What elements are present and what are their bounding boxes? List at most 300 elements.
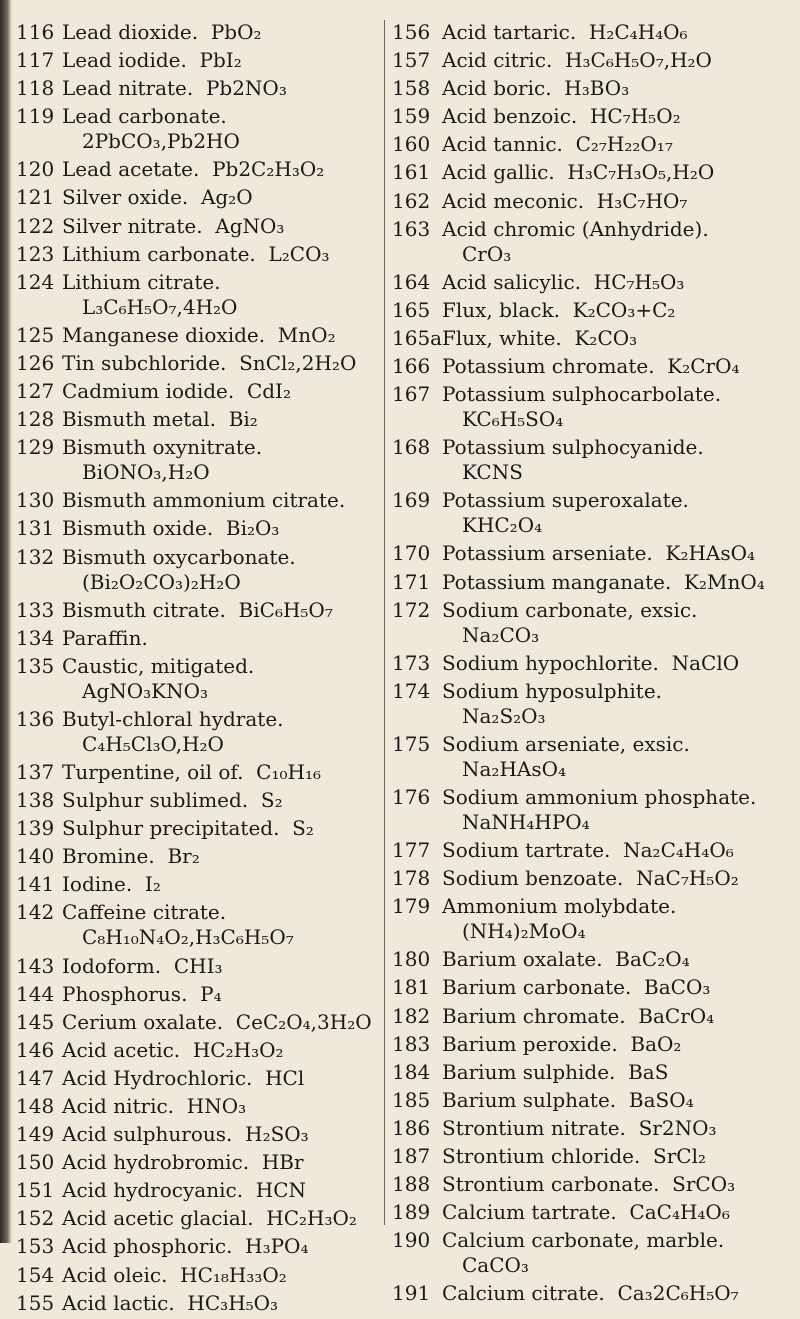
entry-text: [442, 651, 792, 676]
entry-text: [62, 379, 384, 404]
entry-name: Calcium carbonate, marble.: [442, 1228, 725, 1253]
left-column: [16, 20, 384, 1319]
entry-number: 132: [16, 544, 55, 569]
list-item: [16, 379, 384, 404]
entry-number: 170: [392, 541, 431, 566]
entry-number: 159: [392, 104, 431, 129]
list-item: [16, 1150, 384, 1175]
entry-text: [62, 1263, 384, 1288]
list-item: [16, 270, 384, 320]
entry-text: [62, 1206, 384, 1231]
entry-text: [62, 788, 384, 813]
entry-number: 130: [16, 488, 55, 513]
entry-text: [62, 270, 384, 320]
list-item: [16, 1066, 384, 1091]
entry-number: 143: [16, 953, 55, 978]
entry-number: 140: [16, 844, 55, 869]
entry-text: [442, 326, 792, 351]
entry-number: 182: [392, 1003, 431, 1028]
entry-number: 128: [16, 407, 55, 432]
list-item: [392, 1004, 792, 1029]
entry-text: [442, 947, 792, 972]
entry-text: [62, 1066, 384, 1091]
entry-number: 126: [16, 350, 55, 375]
entry-text: [442, 48, 792, 73]
entry-name: Potassium sulphocarbolate.: [442, 382, 722, 407]
list-item: [16, 816, 384, 841]
entry-text: [442, 132, 792, 157]
entry-formula: (NH₄)₂MoO₄: [462, 919, 586, 944]
list-item: [392, 217, 792, 267]
entry-formula: (Bi₂O₂CO₃)₂H₂O: [82, 569, 241, 594]
entry-name: Phosphorus. P₄: [62, 981, 222, 1006]
entry-text: [62, 48, 384, 73]
entry-name: Lead acetate. Pb2C₂H₃O₂: [62, 157, 325, 182]
entry-name: Potassium arseniate. K₂HAsO₄: [442, 541, 756, 566]
entry-number: 179: [392, 894, 431, 919]
entry-name: Sodium hyposulphite.: [442, 678, 663, 703]
entry-number: 136: [16, 706, 55, 731]
right-column: [392, 20, 792, 1309]
entry-text: [442, 785, 792, 835]
entry-number: 184: [392, 1059, 431, 1084]
entry-number: 173: [392, 650, 431, 675]
entry-formula: C₈H₁₀N₄O₂,H₃C₆H₅O₇: [82, 925, 294, 950]
list-item: [392, 160, 792, 185]
entry-text: [62, 760, 384, 785]
entry-name: Sodium arseniate, exsic.: [442, 731, 690, 756]
entry-name: Potassium chromate. K₂CrO₄: [442, 354, 740, 379]
list-item: [392, 435, 792, 485]
list-item: [392, 947, 792, 972]
entry-text: [62, 654, 384, 704]
entry-name: Potassium superoxalate.: [442, 488, 689, 513]
list-item: [392, 1144, 792, 1169]
entry-text: [62, 872, 384, 897]
entry-formula: BiONO₃,H₂O: [82, 460, 210, 485]
entry-number: 178: [392, 866, 431, 891]
list-item: [392, 651, 792, 676]
entry-name: Strontium carbonate. SrCO₃: [442, 1172, 736, 1197]
page-binding-edge: [0, 0, 12, 1243]
entry-text: [62, 351, 384, 376]
entry-number: 162: [392, 188, 431, 213]
entry-name: Turpentine, oil of. C₁₀H₁₆: [62, 759, 321, 784]
entry-name: Sodium hypochlorite. NaClO: [442, 650, 740, 675]
entry-number: 168: [392, 435, 431, 460]
entry-text: [442, 1116, 792, 1141]
entry-text: [442, 1004, 792, 1029]
entry-number: 177: [392, 838, 431, 863]
list-item: [392, 541, 792, 566]
list-item: [16, 1122, 384, 1147]
list-item: [16, 788, 384, 813]
entry-text: [442, 217, 792, 267]
entry-name: Acid chromic (Anhydride).: [442, 216, 709, 241]
list-item: [392, 1172, 792, 1197]
entry-text: [62, 104, 384, 154]
list-item: [16, 214, 384, 239]
entry-number: 116: [16, 20, 55, 44]
list-item: [16, 185, 384, 210]
list-item: [16, 1010, 384, 1035]
entry-formula: Na₂CO₃: [462, 622, 540, 647]
entry-text: [62, 1010, 384, 1035]
entry-name: Acid lactic. HC₃H₅O₃: [62, 1290, 279, 1315]
list-item: [392, 866, 792, 891]
entry-name: Manganese dioxide. MnO₂: [62, 322, 336, 347]
list-item: [16, 545, 384, 595]
list-item: [16, 157, 384, 182]
entry-text: [442, 76, 792, 101]
entry-name: Strontium nitrate. Sr2NO₃: [442, 1115, 717, 1140]
entry-name: Acid sulphurous. H₂SO₃: [62, 1122, 309, 1147]
entry-name: Paraffin.: [62, 625, 148, 650]
entry-text: [62, 20, 384, 45]
list-item: [392, 326, 792, 351]
list-item: [392, 132, 792, 157]
entry-text: [442, 189, 792, 214]
entry-name: Barium sulphide. BaS: [442, 1059, 669, 1084]
entry-text: [442, 1200, 792, 1225]
entry-number: 124: [16, 269, 55, 294]
entry-formula: NaNH₄HPO₄: [462, 809, 590, 834]
entry-text: [62, 1094, 384, 1119]
entry-name: Acid oleic. HC₁₈H₃₃O₂: [62, 1262, 287, 1287]
entry-text: [62, 516, 384, 541]
list-item: [16, 407, 384, 432]
entry-name: Calcium tartrate. CaC₄H₄O₆: [442, 1200, 730, 1225]
entry-number: 121: [16, 185, 55, 210]
entry-number: 135: [16, 653, 55, 678]
list-item: [16, 104, 384, 154]
list-item: [16, 1234, 384, 1259]
entry-name: Calcium citrate. Ca₃2C₆H₅O₇: [442, 1281, 739, 1306]
entry-name: Lithium carbonate. L₂CO₃: [62, 241, 330, 266]
entry-text: [62, 185, 384, 210]
entry-name: Tin subchloride. SnCl₂,2H₂O: [62, 350, 357, 375]
entry-number: 139: [16, 816, 55, 841]
entry-text: [62, 707, 384, 757]
entry-text: [442, 598, 792, 648]
list-item: [392, 1032, 792, 1057]
entry-number: 157: [392, 48, 431, 73]
entry-number: 133: [16, 597, 55, 622]
list-item: [392, 1060, 792, 1085]
entry-text: [62, 1234, 384, 1259]
entry-name: Acid hydrobromic. HBr: [62, 1150, 304, 1175]
list-item: [392, 679, 792, 729]
entry-name: Cerium oxalate. CeC₂O₄,3H₂O: [62, 1009, 372, 1034]
entry-number: 190: [392, 1228, 431, 1253]
entry-text: [442, 270, 792, 295]
list-item: [392, 1281, 792, 1306]
entry-number: 119: [16, 104, 55, 129]
list-item: [392, 1200, 792, 1225]
list-item: [392, 20, 792, 45]
list-item: [392, 354, 792, 379]
entry-text: [442, 975, 792, 1000]
entry-text: [442, 866, 792, 891]
entry-number: 169: [392, 488, 431, 513]
entry-text: [442, 298, 792, 323]
entry-name: Sodium tartrate. Na₂C₄H₄O₆: [442, 838, 734, 863]
list-item: [392, 104, 792, 129]
list-item: [392, 894, 792, 944]
entry-number: 172: [392, 597, 431, 622]
entry-name: Butyl-chloral hydrate.: [62, 706, 284, 731]
entry-text: [62, 982, 384, 1007]
entry-name: Bismuth ammonium citrate.: [62, 488, 346, 513]
entry-formula: CrO₃: [462, 241, 512, 266]
entry-text: [442, 488, 792, 538]
list-item: [16, 707, 384, 757]
entry-name: Acid gallic. H₃C₇H₃O₅,H₂O: [442, 160, 715, 185]
entry-number: 165: [392, 297, 431, 322]
entry-name: Silver oxide. Ag₂O: [62, 185, 253, 210]
entry-formula: CaCO₃: [462, 1253, 529, 1278]
entry-number: 137: [16, 759, 55, 784]
entry-text: [442, 1088, 792, 1113]
entry-number: 152: [16, 1206, 55, 1231]
entry-number: 175: [392, 731, 431, 756]
entry-number: 160: [392, 132, 431, 157]
list-item: [16, 1178, 384, 1203]
entry-formula: Na₂HAsO₄: [462, 756, 567, 781]
entry-text: [442, 894, 792, 944]
entry-text: [62, 844, 384, 869]
entry-name: Lead carbonate.: [62, 104, 227, 129]
entry-number: 188: [392, 1172, 431, 1197]
entry-name: Bismuth oxide. Bi₂O₃: [62, 516, 280, 541]
list-item: [392, 975, 792, 1000]
entry-name: Acid tartaric. H₂C₄H₄O₆: [442, 20, 688, 44]
entry-text: [62, 407, 384, 432]
entry-number: 166: [392, 354, 431, 379]
list-item: [16, 844, 384, 869]
list-item: [392, 570, 792, 595]
entry-number: 171: [392, 569, 431, 594]
entry-formula: KC₆H₅SO₄: [462, 407, 564, 432]
entry-number: 163: [392, 216, 431, 241]
entry-name: Barium carbonate. BaCO₃: [442, 975, 711, 1000]
entry-text: [442, 354, 792, 379]
entry-number: 145: [16, 1009, 55, 1034]
list-item: [16, 654, 384, 704]
entry-number: 167: [392, 382, 431, 407]
list-item: [16, 1263, 384, 1288]
entry-name: Sodium benzoate. NaC₇H₅O₂: [442, 866, 739, 891]
entry-name: Cadmium iodide. CdI₂: [62, 379, 291, 404]
entry-name: Sulphur precipitated. S₂: [62, 816, 314, 841]
entry-number: 127: [16, 379, 55, 404]
entry-number: 180: [392, 947, 431, 972]
list-item: [392, 76, 792, 101]
entry-text: [442, 838, 792, 863]
entry-name: Lithium citrate.: [62, 269, 221, 294]
list-item: [392, 1228, 792, 1278]
entry-text: [442, 679, 792, 729]
entry-number: 158: [392, 76, 431, 101]
entry-name: Barium peroxide. BaO₂: [442, 1031, 682, 1056]
entry-number: 161: [392, 160, 431, 185]
entry-text: [62, 545, 384, 595]
entry-name: Acid phosphoric. H₃PO₄: [62, 1234, 309, 1259]
entry-text: [62, 900, 384, 950]
list-item: [16, 48, 384, 73]
entry-text: [62, 1122, 384, 1147]
entry-name: Bismuth oxynitrate.: [62, 435, 263, 460]
entry-number: 150: [16, 1150, 55, 1175]
entry-text: [62, 598, 384, 623]
list-item: [392, 1116, 792, 1141]
entry-number: 122: [16, 213, 55, 238]
list-item: [16, 954, 384, 979]
entry-name: Iodoform. CHI₃: [62, 953, 223, 978]
list-item: [16, 351, 384, 376]
entry-number: 191: [392, 1281, 431, 1306]
entry-name: Bismuth citrate. BiC₆H₅O₇: [62, 597, 333, 622]
entry-name: Lead dioxide. PbO₂: [62, 20, 262, 44]
list-item: [392, 732, 792, 782]
list-item: [392, 48, 792, 73]
list-item: [16, 435, 384, 485]
entry-text: [62, 242, 384, 267]
list-item: [392, 598, 792, 648]
entry-formula: KCNS: [462, 460, 523, 485]
entry-name: Ammonium molybdate.: [442, 894, 677, 919]
entry-number: 151: [16, 1178, 55, 1203]
entry-text: [62, 214, 384, 239]
list-item: [16, 76, 384, 101]
entry-number: 189: [392, 1200, 431, 1225]
entry-number: 164: [392, 269, 431, 294]
entry-text: [62, 1291, 384, 1316]
entry-name: Potassium manganate. K₂MnO₄: [442, 569, 765, 594]
entry-name: Acid Hydrochloric. HCl: [62, 1065, 305, 1090]
entry-number: 129: [16, 435, 55, 460]
entry-number: 155: [16, 1290, 55, 1315]
entry-name: Strontium chloride. SrCl₂: [442, 1144, 707, 1168]
entry-number: 156: [392, 20, 431, 44]
entry-number: 138: [16, 788, 55, 813]
entry-name: Caustic, mitigated.: [62, 653, 255, 678]
entry-number: 144: [16, 981, 55, 1006]
entry-number: 142: [16, 900, 55, 925]
entry-number: 149: [16, 1122, 55, 1147]
entry-formula: AgNO₃KNO₃: [82, 678, 209, 703]
entry-name: Iodine. I₂: [62, 872, 161, 897]
entry-text: [442, 435, 792, 485]
column-divider: [384, 20, 385, 1225]
entry-formula: C₄H₅Cl₃O,H₂O: [82, 731, 224, 756]
entry-name: Lead nitrate. Pb2NO₃: [62, 76, 287, 101]
list-item: [392, 488, 792, 538]
entry-number: 176: [392, 784, 431, 809]
entry-name: Barium sulphate. BaSO₄: [442, 1087, 694, 1112]
entry-name: Acid acetic. HC₂H₃O₂: [62, 1037, 284, 1062]
entry-text: [442, 732, 792, 782]
entry-number: 187: [392, 1144, 431, 1168]
entry-number: 153: [16, 1234, 55, 1259]
entry-formula: KHC₂O₄: [462, 513, 543, 538]
entry-text: [442, 1228, 792, 1278]
list-item: [16, 323, 384, 348]
list-item: [16, 1206, 384, 1231]
entry-text: [62, 1038, 384, 1063]
entry-name: Acid hydrocyanic. HCN: [62, 1178, 307, 1203]
entry-text: [62, 1178, 384, 1203]
list-item: [16, 900, 384, 950]
entry-text: [62, 954, 384, 979]
entry-number: 141: [16, 872, 55, 897]
entry-number: 183: [392, 1031, 431, 1056]
entry-number: 165a: [392, 325, 443, 350]
entry-formula: 2PbCO₃,Pb2HO: [82, 129, 240, 154]
list-item: [392, 298, 792, 323]
list-item: [16, 872, 384, 897]
list-item: [392, 189, 792, 214]
list-item: [16, 488, 384, 513]
entry-text: [442, 1144, 792, 1169]
entry-text: [442, 1060, 792, 1085]
entry-number: 181: [392, 975, 431, 1000]
entry-number: 134: [16, 625, 55, 650]
entry-number: 154: [16, 1262, 55, 1287]
entry-text: [62, 76, 384, 101]
list-item: [392, 1088, 792, 1113]
list-item: [16, 598, 384, 623]
entry-name: Flux, black. K₂CO₃+C₂: [442, 297, 676, 322]
list-item: [16, 1038, 384, 1063]
entry-name: Bismuth metal. Bi₂: [62, 407, 258, 432]
entry-name: Silver nitrate. AgNO₃: [62, 213, 285, 238]
entry-number: 125: [16, 322, 55, 347]
entry-name: Acid citric. H₃C₆H₅O₇,H₂O: [442, 48, 712, 73]
entry-name: Acid nitric. HNO₃: [62, 1094, 247, 1118]
list-item: [16, 20, 384, 45]
entry-text: [62, 323, 384, 348]
entry-name: Sulphur sublimed. S₂: [62, 788, 283, 813]
entry-name: Flux, white. K₂CO₃: [442, 325, 638, 350]
entry-text: [442, 20, 792, 45]
entry-name: Potassium sulphocyanide.: [442, 435, 704, 460]
list-item: [392, 270, 792, 295]
entry-name: Acid acetic glacial. HC₂H₃O₂: [62, 1206, 357, 1231]
entry-name: Barium chromate. BaCrO₄: [442, 1003, 715, 1028]
entry-name: Caffeine citrate.: [62, 900, 227, 925]
entry-name: Lead iodide. PbI₂: [62, 48, 242, 73]
entry-number: 117: [16, 48, 55, 73]
entry-name: Acid benzoic. HC₇H₅O₂: [442, 104, 681, 129]
entry-text: [442, 104, 792, 129]
entry-text: [442, 570, 792, 595]
entry-formula: Na₂S₂O₃: [462, 703, 546, 728]
entry-name: Acid meconic. H₃C₇HO₇: [442, 188, 688, 213]
list-item: [16, 760, 384, 785]
entry-number: 146: [16, 1037, 55, 1062]
list-item: [16, 1291, 384, 1316]
entry-name: Sodium ammonium phosphate.: [442, 784, 757, 809]
entry-text: [62, 435, 384, 485]
entry-text: [62, 157, 384, 182]
list-item: [16, 242, 384, 267]
entry-formula: L₃C₆H₅O₇,4H₂O: [82, 294, 238, 319]
entry-name: Bismuth oxycarbonate.: [62, 544, 296, 569]
entry-name: Barium oxalate. BaC₂O₄: [442, 947, 690, 972]
entry-number: 120: [16, 157, 55, 182]
list-item: [16, 1094, 384, 1119]
